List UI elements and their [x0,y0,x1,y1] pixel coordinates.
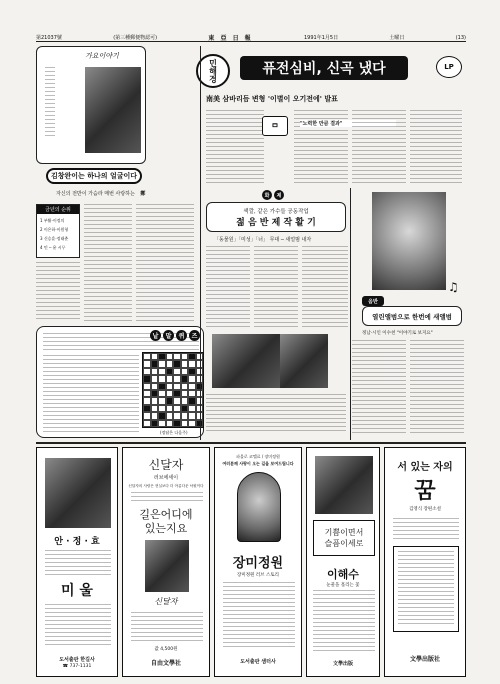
ad-section-rule [36,442,466,444]
column-header-box [36,46,146,164]
ad4-author: 이해수 [327,568,359,581]
weekday: 土曜日 [389,35,405,41]
ad4-title-line2: 슬픔이세로 [324,539,364,548]
puzzle-note: (정답은 다음주) [160,430,188,435]
ad2-title-line2: 있는지요 [144,522,188,535]
middle-feature-title-line2: 젊 음 반 제 작 활 기 [236,218,316,228]
puzzle-title-char: 즈 [189,330,200,341]
ranking-row: 1 부활·이정의 [40,218,65,223]
right-story-title-box [362,306,462,326]
ad-text [45,550,111,578]
ad-text [131,612,203,642]
ad1-author-name: 안 · 정 · 효 [54,537,100,547]
puzzle-title [150,330,200,341]
photo-side-caption [45,67,55,137]
band-photo [212,334,280,388]
ranking-row: 4 민 ─ 윤 시무 [40,245,66,250]
article-text [410,340,464,436]
banner-caption: 자신의 전반이 가슴라 매번 사랑하는 [56,191,135,197]
article-text [36,262,80,322]
ad2-price: 값 4,500원 [154,647,178,652]
ad2-tagline: 신달자의 사랑은 현실보다 더 아름다운 낙원이다 [128,484,204,488]
ranking-row: 3 신승훈·정태춘 [40,236,69,241]
singer-portrait [372,192,446,290]
section-tag: 음반 [362,296,384,306]
ad3-author: 장미정원 러브 스토리 [237,573,279,578]
puzzle-title-char: 말 [163,330,174,341]
puzzle-title-char: 낱 [150,330,161,341]
ad5-subtitle: 김영식 장편소설 [409,507,441,512]
ad3-top-line2: 여러분께 사랑이 오는 길을 보여드립니다 [222,461,294,466]
article-text [352,110,406,184]
ad5-listing-box [393,546,459,632]
ad3-title: 장미정원 [232,556,284,571]
edition-number: 第21037號 [36,35,62,41]
ad-text [131,492,203,502]
article-text [206,394,346,434]
article-text [302,246,348,328]
column-rule [200,46,201,440]
ad-text [398,551,454,627]
ad1-publisher: 도서출판 한길사 [59,657,95,663]
main-subheadline: 南美 삼바리듬 변형 '이별이 오기전에' 발표 [206,95,338,103]
newspaper-name: 東 亞 日 報 [208,35,253,42]
main-headline: 퓨전심비, 신곡 냈다 [240,56,408,80]
ad5-publisher: 文學出版社 [409,656,440,663]
ad2-type: 러브에세이 [153,475,179,481]
middle-feature-intro: 「동물원」「미성」「너」 무대 ─ 새얼범 내자 [214,237,312,243]
article-text [43,355,139,435]
cover-portrait [237,472,281,542]
article-text [206,246,250,328]
middle-feature-title-line1: 색깔, 같은 가수들 공동작업 [243,209,309,215]
ad-text [45,604,111,648]
article-text [136,204,194,322]
ranking-title: 금년의 순위 [37,205,79,214]
topic-badge: 제 [274,190,284,200]
issue-date: 1991年1月5日 [303,35,339,41]
ad1-phone: ☎ 737-1131 [62,664,92,669]
book-ad-2 [122,447,210,677]
band-photo [280,334,328,388]
article-text [206,110,264,184]
music-note-icon: ♫ [448,280,459,294]
column-banner: 김창완이는 하나의 얼굴이다 [46,168,142,184]
article-text [84,204,132,322]
puzzle-title-char: 퀴 [176,330,187,341]
book-ad-5 [384,447,466,677]
page-number: (13) [455,34,466,41]
author-photo [145,540,189,592]
book-ad-1 [36,447,118,677]
musician-photo [85,67,141,153]
ad3-publisher: 도서출판 샘터사 [240,659,276,665]
lp-badge: LP [436,56,462,78]
ad-text [313,590,375,652]
crossword-grid [142,352,204,428]
ad1-book-title: 미 울 [61,583,93,599]
film-icon: 🎞 [262,116,288,136]
ad2-author: 신달자 [148,458,184,472]
article-text [254,246,298,328]
topic-badges [262,190,284,200]
feature-pull-quote: "노력한 만큼 결과" [300,120,396,127]
article-text [352,340,406,436]
column-byline: 鄭 [140,191,146,197]
ad4-subtitle: 눈물을 흘리는 꽃 [326,583,360,588]
ad4-title-line1: 기쁨이면서 [324,528,364,537]
author-photo [45,458,111,528]
ad-text [223,582,295,648]
postal-notice: (第三種郵便物認可) [113,35,158,41]
ad4-publisher: 文學出版 [332,661,353,667]
article-text [410,110,462,184]
ad5-title-line1: 서 있는 자의 [397,462,453,473]
artist-name-badge: 민해경 [196,54,230,88]
author-photo [315,456,373,514]
ranking-row: 2 이은하·이원형 [40,227,69,232]
right-story-caption: 정남·시인 이수천 "이야기로 보지요" [362,331,433,336]
ad2-title-line1: 길은어디에 [139,508,193,521]
topic-badge: 화 [262,190,272,200]
book-ad-4 [306,447,380,677]
ranking-sidebar [36,204,80,258]
middle-feature-title-box [206,202,346,232]
ad5-title-line2: 꿈 [414,478,436,504]
ad-text [393,518,459,540]
book-ad-3 [214,447,302,677]
column-corner-label: 가요이야기 [85,52,119,60]
right-story-title: 열린앨범으로 한번에 새앨범 [372,312,452,321]
ad3-top-line1: 파울로 코엘료 / 장미정원 [236,454,280,459]
page-header-strip [36,34,466,42]
column-rule [350,188,351,440]
ad2-signature: 신달자 [154,597,178,606]
ad2-publisher: 自由文學社 [150,660,181,667]
